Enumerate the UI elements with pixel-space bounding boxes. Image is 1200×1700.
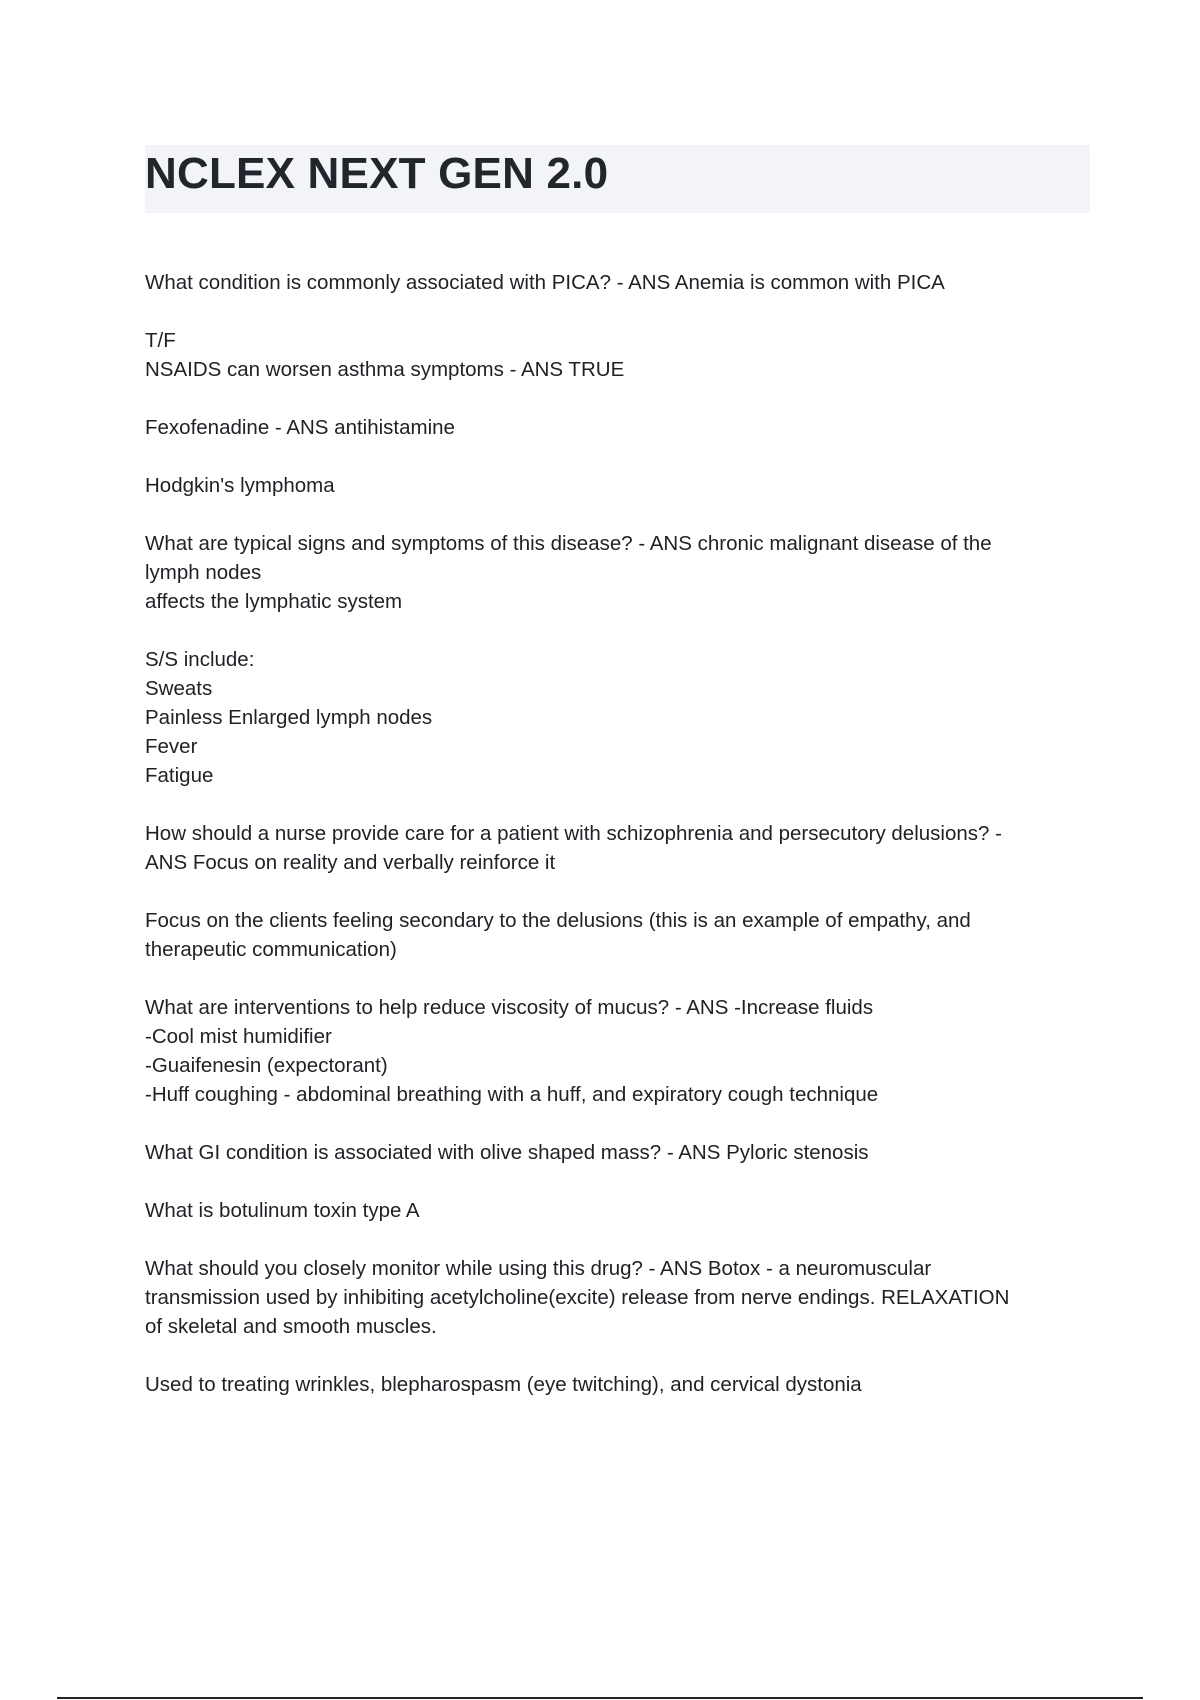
- text-line: of skeletal and smooth muscles.: [145, 1315, 437, 1338]
- text-line: ANS Focus on reality and verbally reinforce it: [145, 851, 556, 874]
- text-line: What condition is commonly associated with PICA? - ANS Anemia is common with PICA: [145, 271, 945, 294]
- text-line: Fever: [145, 735, 198, 758]
- text-line: Fexofenadine - ANS antihistamine: [145, 416, 455, 439]
- text-line: Painless Enlarged lymph nodes: [145, 706, 433, 729]
- qa-block: [145, 645, 1085, 790]
- page-bottom-divider: [57, 1697, 1143, 1699]
- text-line: -Guaifenesin (expectorant): [145, 1054, 388, 1077]
- qa-block: [145, 471, 1085, 500]
- qa-block: [145, 1254, 1085, 1341]
- text-line: What are typical signs and symptoms of this disease? - ANS chronic malignant disease of the: [145, 532, 992, 555]
- text-line: What should you closely monitor while using this drug? - ANS Botox - a neuromuscular: [145, 1257, 932, 1280]
- text-line: Hodgkin's lymphoma: [145, 474, 335, 497]
- qa-block: [145, 1138, 1085, 1167]
- qa-block: [145, 993, 1085, 1109]
- page-title: NCLEX NEXT GEN 2.0: [145, 149, 609, 198]
- text-line: Fatigue: [145, 764, 214, 787]
- text-line: NSAIDS can worsen asthma symptoms - ANS TRUE: [145, 358, 625, 381]
- text-line: therapeutic communication): [145, 938, 397, 961]
- qa-block: [145, 819, 1085, 877]
- text-line: Used to treating wrinkles, blepharospasm (eye twitching), and cervical dystonia: [145, 1373, 862, 1396]
- qa-block: [145, 413, 1085, 442]
- text-line: What are interventions to help reduce viscosity of mucus? - ANS -Increase fluids: [145, 996, 874, 1019]
- document-body: [145, 268, 1085, 1428]
- qa-block: [145, 268, 1085, 297]
- qa-block: [145, 326, 1085, 384]
- text-line: lymph nodes: [145, 561, 262, 584]
- text-line: S/S include:: [145, 648, 255, 671]
- qa-block: [145, 906, 1085, 964]
- text-line: How should a nurse provide care for a patient with schizophrenia and persecutory delusions? -: [145, 822, 1002, 845]
- text-line: T/F: [145, 329, 176, 352]
- qa-block: [145, 1370, 1085, 1399]
- text-line: affects the lymphatic system: [145, 590, 403, 613]
- qa-block: [145, 1196, 1085, 1225]
- text-line: transmission used by inhibiting acetylcholine(excite) release from nerve endings. RELAXATION: [145, 1286, 1010, 1309]
- text-line: Focus on the clients feeling secondary to the delusions (this is an example of empathy, and: [145, 909, 971, 932]
- text-line: What is botulinum toxin type A: [145, 1199, 420, 1222]
- text-line: Sweats: [145, 677, 213, 700]
- qa-block: [145, 529, 1085, 616]
- text-line: -Huff coughing - abdominal breathing with a huff, and expiratory cough technique: [145, 1083, 879, 1106]
- text-line: What GI condition is associated with olive shaped mass? - ANS Pyloric stenosis: [145, 1141, 869, 1164]
- text-line: -Cool mist humidifier: [145, 1025, 332, 1048]
